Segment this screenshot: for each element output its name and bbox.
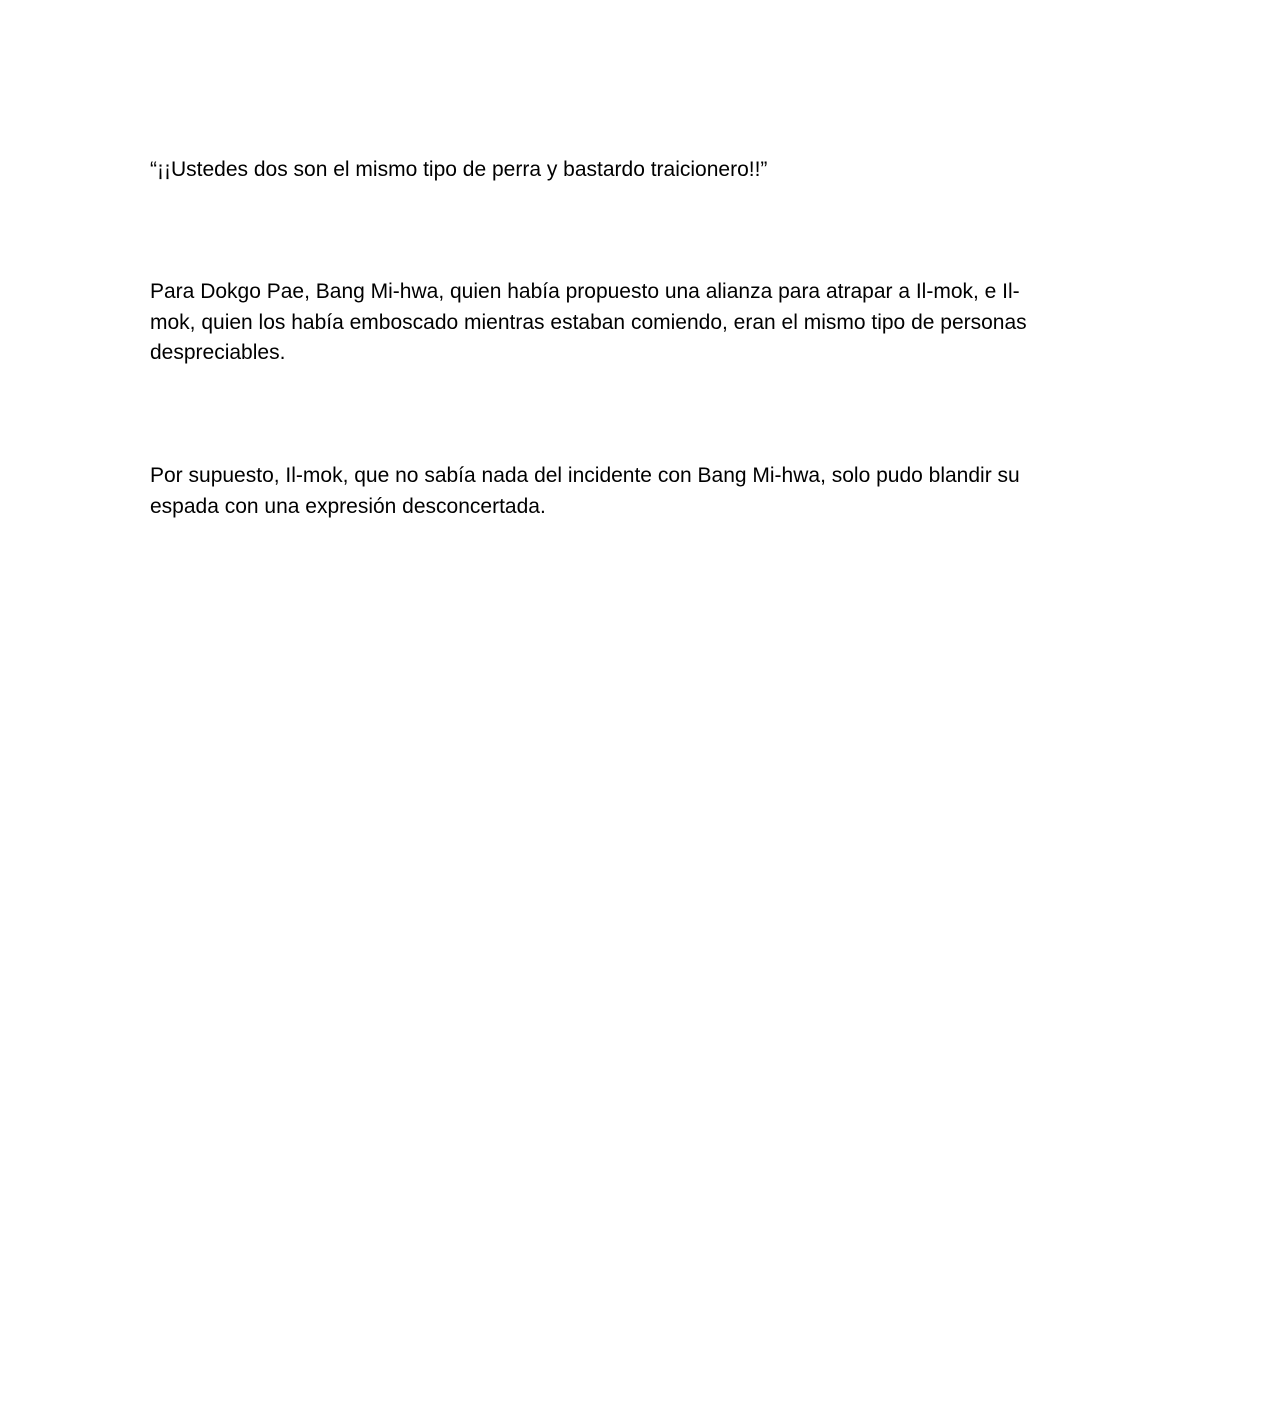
paragraph-line: espada con una expresión desconcertada.	[150, 494, 546, 518]
paragraph-line: Por supuesto, Il-mok, que no sabía nada del incidente con Bang Mi-hwa, solo pudo blandir su	[150, 464, 1020, 487]
narration-paragraph	[150, 461, 1110, 522]
paragraph-line: Para Dokgo Pae, Bang Mi-hwa, quien había propuesto una alianza para atrapar a Il-mok, e Il-	[150, 280, 1020, 303]
paragraph-line: despreciables.	[150, 341, 286, 364]
dialogue-paragraph	[150, 155, 1110, 186]
paragraph-line: “¡¡Ustedes dos son el mismo tipo de perra y bastardo traicionero!!”	[150, 158, 768, 181]
paragraph-line: mok, quien los había emboscado mientras estaban comiendo, eran el mismo tipo de personas	[150, 310, 1027, 334]
narration-paragraph	[150, 277, 1110, 369]
